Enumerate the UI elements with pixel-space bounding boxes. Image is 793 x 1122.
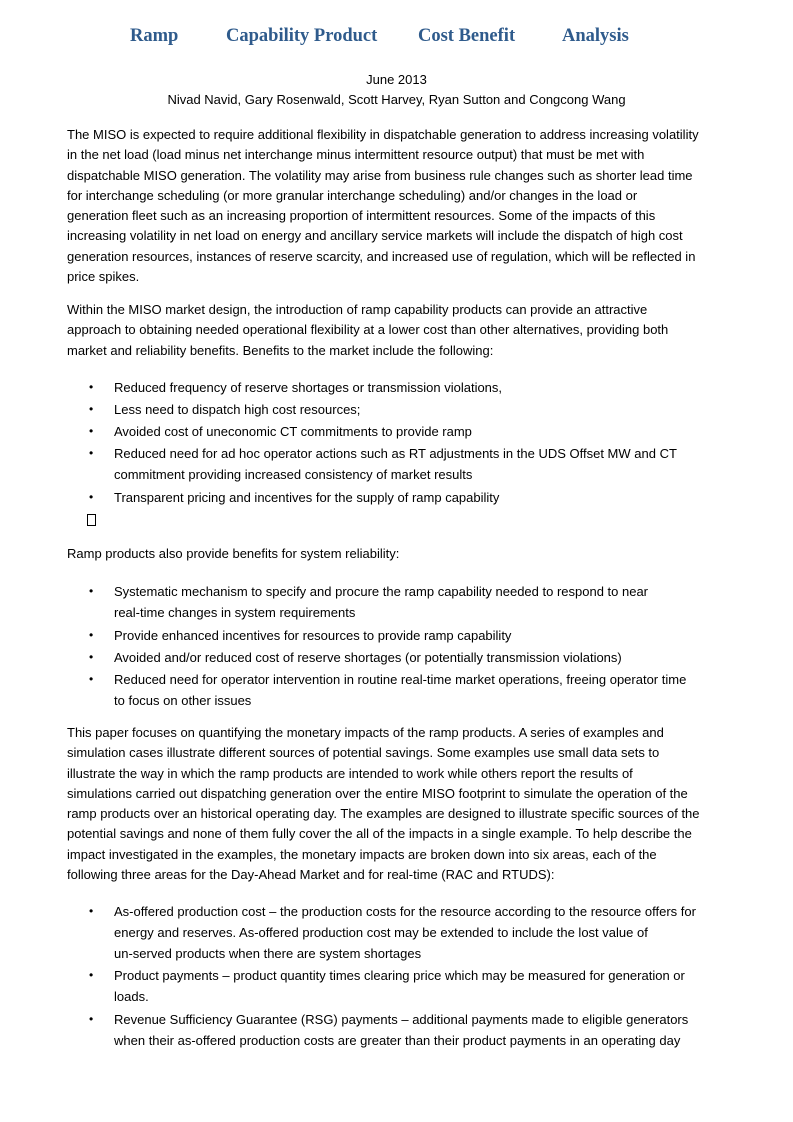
list-item-text: Product payments – product quantity times clearing price which may be measured for generation or bbox=[114, 968, 685, 983]
bullet-icon: • bbox=[89, 424, 94, 438]
paragraph-line: This paper focuses on quantifying the monetary impacts of the ramp products. A series of examples and bbox=[67, 725, 664, 740]
reliability-intro-paragraph bbox=[67, 544, 727, 564]
list-item-text: to focus on other issues bbox=[114, 693, 252, 708]
paragraph-line: price spikes. bbox=[67, 269, 140, 285]
document-title bbox=[0, 26, 793, 52]
paragraph-line: for interchange scheduling (or more granular interchange scheduling) and/or changes in the load or bbox=[67, 187, 638, 203]
list-item-text: Avoided and/or reduced cost of reserve shortages (or potentially transmission violations) bbox=[114, 650, 622, 665]
bullet-icon: • bbox=[89, 650, 94, 664]
document-date: June 2013 bbox=[366, 72, 427, 87]
intro-paragraph bbox=[67, 125, 727, 287]
paragraph-line: approach to obtaining needed operational flexibility at a lower cost than other alternatives, providing both bbox=[67, 322, 669, 338]
paragraph-line: generation fleet such as an increasing proportion of intermittent resources. Some of the impacts of this bbox=[67, 208, 656, 224]
list-item-text: commitment providing increased consistency of market results bbox=[114, 467, 473, 482]
paragraph-line: potential savings and none of them fully cover the all of the impacts in a single example. To help describe the bbox=[67, 826, 692, 842]
bullet-icon: • bbox=[89, 380, 94, 394]
title-word-ramp: Ramp bbox=[130, 26, 179, 46]
bullet-icon: • bbox=[89, 904, 94, 918]
title-word-analysis: Analysis bbox=[562, 26, 629, 46]
title-word-cost-benefit: Cost Benefit bbox=[418, 26, 516, 46]
list-item-text: Reduced need for ad hoc operator actions such as RT adjustments in the UDS Offset MW and CT bbox=[114, 446, 677, 461]
list-item-text: un-served products when there are system shortages bbox=[114, 946, 422, 961]
document-authors: Nivad Navid, Gary Rosenwald, Scott Harvey, Ryan Sutton and Congcong Wang bbox=[167, 92, 626, 107]
paragraph-line: simulation cases illustrate different sources of potential savings. Some examples use small data sets to bbox=[67, 745, 660, 761]
bullet-icon: • bbox=[89, 968, 94, 982]
list-item-text: real-time changes in system requirements bbox=[114, 605, 356, 620]
title-word-capability-product: Capability Product bbox=[226, 26, 378, 46]
bullet-icon: • bbox=[89, 628, 94, 642]
list-item-text: Reduced frequency of reserve shortages or transmission violations, bbox=[114, 380, 503, 395]
list-item-text: As-offered production cost – the production costs for the resource according to the resource offers for bbox=[114, 904, 696, 919]
list-item-text: Systematic mechanism to specify and procure the ramp capability needed to respond to near bbox=[114, 584, 649, 599]
list-item-text: when their as-offered production costs are greater than their product payments in an operating day bbox=[114, 1033, 681, 1048]
bullet-icon: • bbox=[89, 446, 94, 460]
paragraph-line: The MISO is expected to require additional flexibility in dispatchable generation to address increasing volatility bbox=[67, 127, 699, 142]
list-item-text: Avoided cost of uneconomic CT commitments to provide ramp bbox=[114, 424, 472, 439]
empty-box-icon bbox=[87, 514, 96, 526]
paragraph-line: market and reliability benefits. Benefits to the market include the following: bbox=[67, 342, 494, 358]
list-item-text: energy and reserves. As-offered production cost may be extended to include the lost value of bbox=[114, 925, 648, 940]
paragraph-line: Within the MISO market design, the introduction of ramp capability products can provide an attractive bbox=[67, 302, 648, 317]
paragraph-line: increasing volatility in net load on energy and ancillary service markets will include the dispatch of high cost bbox=[67, 228, 683, 244]
paragraph-line: simulations carried out dispatching generation over the entire MISO footprint to simulate the operation of the bbox=[67, 785, 688, 801]
paragraph-line: dispatchable MISO generation. The volatility may arise from business rule changes such as shorter lead time bbox=[67, 167, 693, 183]
bullet-icon: • bbox=[89, 1012, 94, 1026]
paragraph-line: in the net load (load minus net interchange minus intermittent resource output) that must be met with bbox=[67, 147, 645, 163]
list-item-text: Revenue Sufficiency Guarantee (RSG) payments – additional payments made to eligible generators bbox=[114, 1012, 689, 1027]
bullet-icon: • bbox=[89, 584, 94, 598]
market-design-paragraph bbox=[67, 300, 727, 361]
bullet-icon: • bbox=[89, 672, 94, 686]
list-item-text: Transparent pricing and incentives for the supply of ramp capability bbox=[114, 490, 500, 505]
paragraph-line: generation resources, instances of reserve scarcity, and increased use of regulation, which will be reflected in bbox=[67, 248, 696, 264]
quantification-paragraph bbox=[67, 723, 727, 885]
list-item-text: Less need to dispatch high cost resources; bbox=[114, 402, 361, 417]
list-item-text: Reduced need for operator intervention in routine real-time market operations, freeing operator time bbox=[114, 672, 687, 687]
bullet-icon: • bbox=[89, 402, 94, 416]
paragraph-line: following three areas for the Day-Ahead Market and for real-time (RAC and RTUDS): bbox=[67, 867, 555, 883]
paragraph-line: Ramp products also provide benefits for system reliability: bbox=[67, 546, 400, 561]
bullet-icon: • bbox=[89, 490, 94, 504]
list-item-text: Provide enhanced incentives for resources to provide ramp capability bbox=[114, 628, 512, 643]
paragraph-line: illustrate the way in which the ramp products are intended to work while others report the results of bbox=[67, 765, 633, 781]
paragraph-line: ramp products over an historical operating day. The examples are designed to illustrate specific sources of the bbox=[67, 806, 700, 822]
list-item-text: loads. bbox=[114, 989, 149, 1004]
paragraph-line: impact investigated in the examples, the monetary impacts are broken down into six areas, each of the bbox=[67, 846, 657, 862]
